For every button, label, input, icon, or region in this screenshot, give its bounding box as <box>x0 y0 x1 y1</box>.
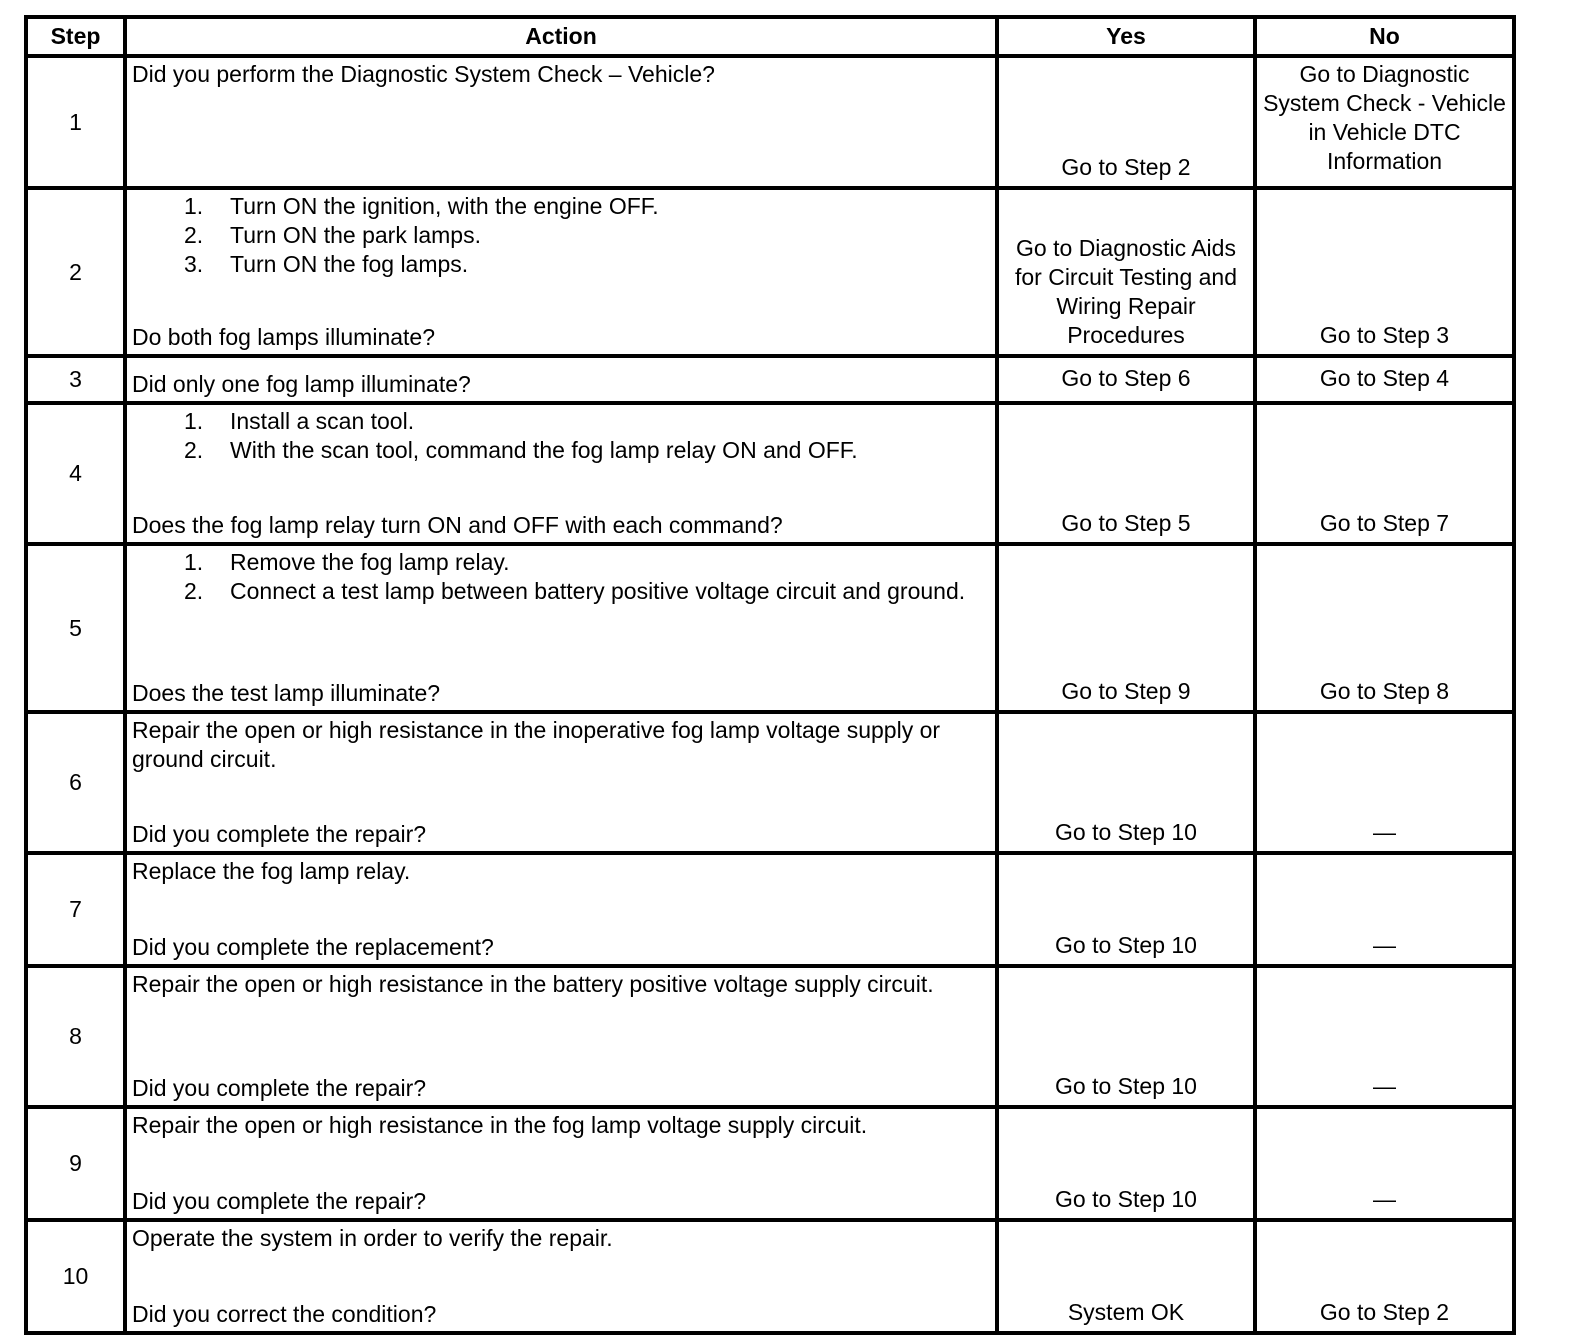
action-question: Did you complete the replacement? <box>132 934 494 960</box>
list-item-text: Connect a test lamp between battery positive voltage circuit and ground. <box>230 578 966 604</box>
yes-outcome: Go to Step 9 <box>997 544 1255 712</box>
list-item <box>184 577 987 606</box>
yes-outcome: Go to Diagnostic Aids for Circuit Testing and Wiring Repair Procedures <box>997 188 1255 356</box>
action-instruction: Operate the system in order to verify the repair. <box>132 1225 613 1251</box>
action-steps-list <box>132 548 987 606</box>
yes-outcome: Go to Step 6 <box>997 356 1255 403</box>
step-number: 3 <box>26 356 125 403</box>
header-action: Action <box>125 17 997 56</box>
action-question: Did you complete the repair? <box>132 1188 427 1214</box>
list-item-text: Remove the fog lamp relay. <box>230 549 510 575</box>
table-row <box>26 1107 1514 1220</box>
step-number: 1 <box>26 56 125 188</box>
list-item-number: 1. <box>184 549 204 575</box>
list-item <box>184 192 987 221</box>
action-cell <box>125 356 997 403</box>
yes-outcome: System OK <box>997 1220 1255 1333</box>
list-item <box>184 548 987 577</box>
no-outcome: — <box>1255 712 1514 853</box>
list-item-number: 2. <box>184 222 204 248</box>
action-instruction: Repair the open or high resistance in the fog lamp voltage supply circuit. <box>132 1112 868 1138</box>
table-row <box>26 1220 1514 1333</box>
header-step: Step <box>26 17 125 56</box>
step-number: 6 <box>26 712 125 853</box>
action-question: Did only one fog lamp illuminate? <box>132 371 471 397</box>
action-cell <box>125 1220 997 1333</box>
no-outcome: Go to Diagnostic System Check - Vehicle in Vehicle DTC Information <box>1255 56 1514 188</box>
action-cell <box>125 188 997 356</box>
action-question: Does the test lamp illuminate? <box>132 680 441 706</box>
step-number: 8 <box>26 966 125 1107</box>
list-item <box>184 221 987 250</box>
table-row <box>26 966 1514 1107</box>
step-number: 5 <box>26 544 125 712</box>
list-item-text: Turn ON the ignition, with the engine OFF. <box>230 193 659 219</box>
action-question: Do both fog lamps illuminate? <box>132 324 435 350</box>
action-cell <box>125 1107 997 1220</box>
yes-outcome: Go to Step 10 <box>997 1107 1255 1220</box>
list-item-number: 3. <box>184 251 204 277</box>
table-row <box>26 356 1514 403</box>
list-item-number: 2. <box>184 578 204 604</box>
step-number: 9 <box>26 1107 125 1220</box>
no-outcome: — <box>1255 1107 1514 1220</box>
action-cell <box>125 544 997 712</box>
list-item-number: 1. <box>184 193 204 219</box>
no-outcome: — <box>1255 853 1514 966</box>
action-steps-list <box>132 407 987 465</box>
action-cell <box>125 966 997 1107</box>
step-number: 2 <box>26 188 125 356</box>
diagnostic-table <box>24 15 1516 1335</box>
no-outcome: Go to Step 8 <box>1255 544 1514 712</box>
table-row <box>26 403 1514 544</box>
action-instruction: Repair the open or high resistance in the inoperative fog lamp voltage supply or ground circuit. <box>132 717 941 772</box>
table-row <box>26 712 1514 853</box>
list-item <box>184 436 987 465</box>
no-outcome: Go to Step 7 <box>1255 403 1514 544</box>
list-item-text: Turn ON the fog lamps. <box>230 251 469 277</box>
list-item <box>184 407 987 436</box>
action-instruction: Repair the open or high resistance in the battery positive voltage supply circuit. <box>132 971 934 997</box>
action-cell <box>125 712 997 853</box>
yes-outcome: Go to Step 10 <box>997 712 1255 853</box>
yes-outcome: Go to Step 2 <box>997 56 1255 188</box>
list-item-text: With the scan tool, command the fog lamp relay ON and OFF. <box>230 437 858 463</box>
header-yes: Yes <box>997 17 1255 56</box>
yes-outcome: Go to Step 10 <box>997 853 1255 966</box>
list-item-text: Install a scan tool. <box>230 408 415 434</box>
action-question: Did you complete the repair? <box>132 821 427 847</box>
list-item-number: 1. <box>184 408 204 434</box>
yes-outcome: Go to Step 10 <box>997 966 1255 1107</box>
action-question: Did you correct the condition? <box>132 1301 437 1327</box>
list-item-text: Turn ON the park lamps. <box>230 222 481 248</box>
step-number: 4 <box>26 403 125 544</box>
table-row <box>26 544 1514 712</box>
action-question: Does the fog lamp relay turn ON and OFF with each command? <box>132 512 783 538</box>
header-no: No <box>1255 17 1514 56</box>
table-row <box>26 853 1514 966</box>
action-cell <box>125 853 997 966</box>
table-row <box>26 188 1514 356</box>
action-steps-list <box>132 192 987 279</box>
no-outcome: Go to Step 2 <box>1255 1220 1514 1333</box>
step-number: 7 <box>26 853 125 966</box>
no-outcome: — <box>1255 966 1514 1107</box>
no-outcome: Go to Step 3 <box>1255 188 1514 356</box>
no-outcome: Go to Step 4 <box>1255 356 1514 403</box>
action-instruction: Replace the fog lamp relay. <box>132 858 411 884</box>
action-cell <box>125 403 997 544</box>
header-row <box>26 17 1514 56</box>
action-question: Did you complete the repair? <box>132 1075 427 1101</box>
list-item-number: 2. <box>184 437 204 463</box>
action-cell <box>125 56 997 188</box>
yes-outcome: Go to Step 5 <box>997 403 1255 544</box>
step-number: 10 <box>26 1220 125 1333</box>
action-question: Did you perform the Diagnostic System Check – Vehicle? <box>132 61 715 87</box>
list-item <box>184 250 987 279</box>
table-row <box>26 56 1514 188</box>
